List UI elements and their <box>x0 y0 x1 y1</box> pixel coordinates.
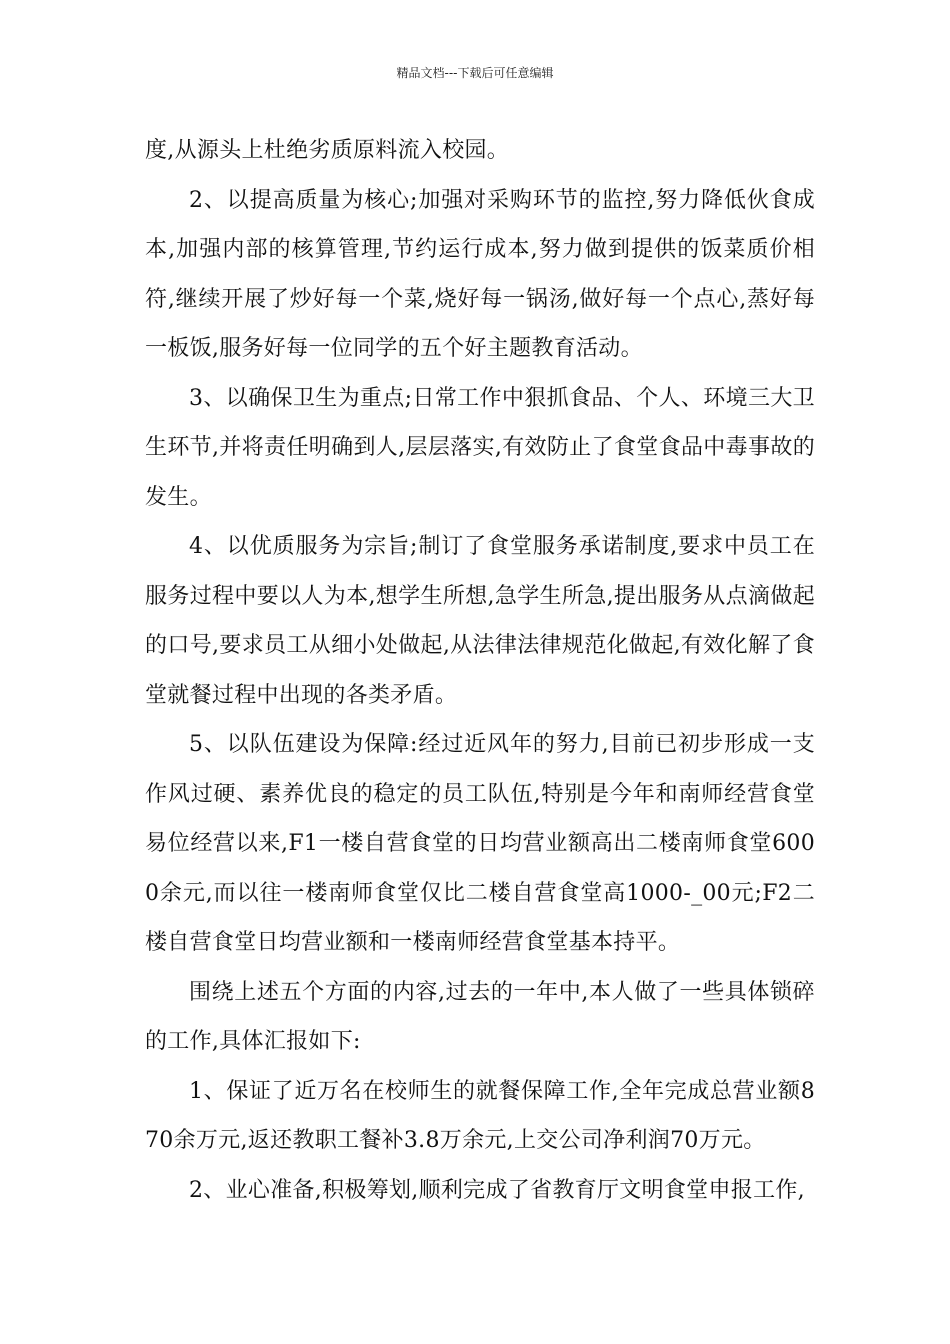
paragraph-2: 2、以提高质量为核心;加强对采购环节的监控,努力降低伙食成本,加强内部的核算管理,节约运行成本,努力做到提供的饭菜质价相符,继续开展了炒好每一个菜,烧好每一锅汤,做好每一个点心,蒸好每一板饭,服务好每一位同学的五个好主题教育活动。 <box>145 187 815 361</box>
document-body <box>145 126 815 1215</box>
paragraph-7: 1、保证了近万名在校师生的就餐保障工作,全年完成总营业额870余万元,返还教职工餐补3.8万余元,上交公司净利润70万元。 <box>145 1078 815 1153</box>
paragraph-1: 度,从源头上杜绝劣质原料流入校园。 <box>145 138 510 163</box>
paragraph-8: 2、业心准备,积极筹划,顺利完成了省教育厅文明食堂申报工作, <box>189 1177 805 1203</box>
paragraph-5: 5、以队伍建设为保障:经过近风年的努力,目前已初步形成一支作风过硬、素养优良的稳定的员工队伍,特别是今年和南师经营食堂易位经营以来,F1一楼自营食堂的日均营业额高出二楼南师食堂6000余元,而以往一楼南师食堂仅比二楼自营食堂高1000-_00元;F2二楼自营食堂日均营业额和一楼南师经营食堂基本持平。 <box>145 732 815 955</box>
paragraph-6: 围绕上述五个方面的内容,过去的一年中,本人做了一些具体锁碎的工作,具体汇报如下: <box>145 979 815 1054</box>
paragraph-3: 3、以确保卫生为重点;日常工作中狠抓食品、个人、环境三大卫生环节,并将责任明确到人,层层落实,有效防止了食堂食品中毒事故的发生。 <box>145 385 815 510</box>
paragraph-4: 4、以优质服务为宗旨;制订了食堂服务承诺制度,要求中员工在服务过程中要以人为本,想学生所想,急学生所急,提出服务从点滴做起的口号,要求员工从细小处做起,从法律法律规范化做起,有效化解了食堂就餐过程中出现的各类矛盾。 <box>145 534 815 708</box>
page-header: 精品文档---下载后可任意编辑 <box>396 66 554 80</box>
